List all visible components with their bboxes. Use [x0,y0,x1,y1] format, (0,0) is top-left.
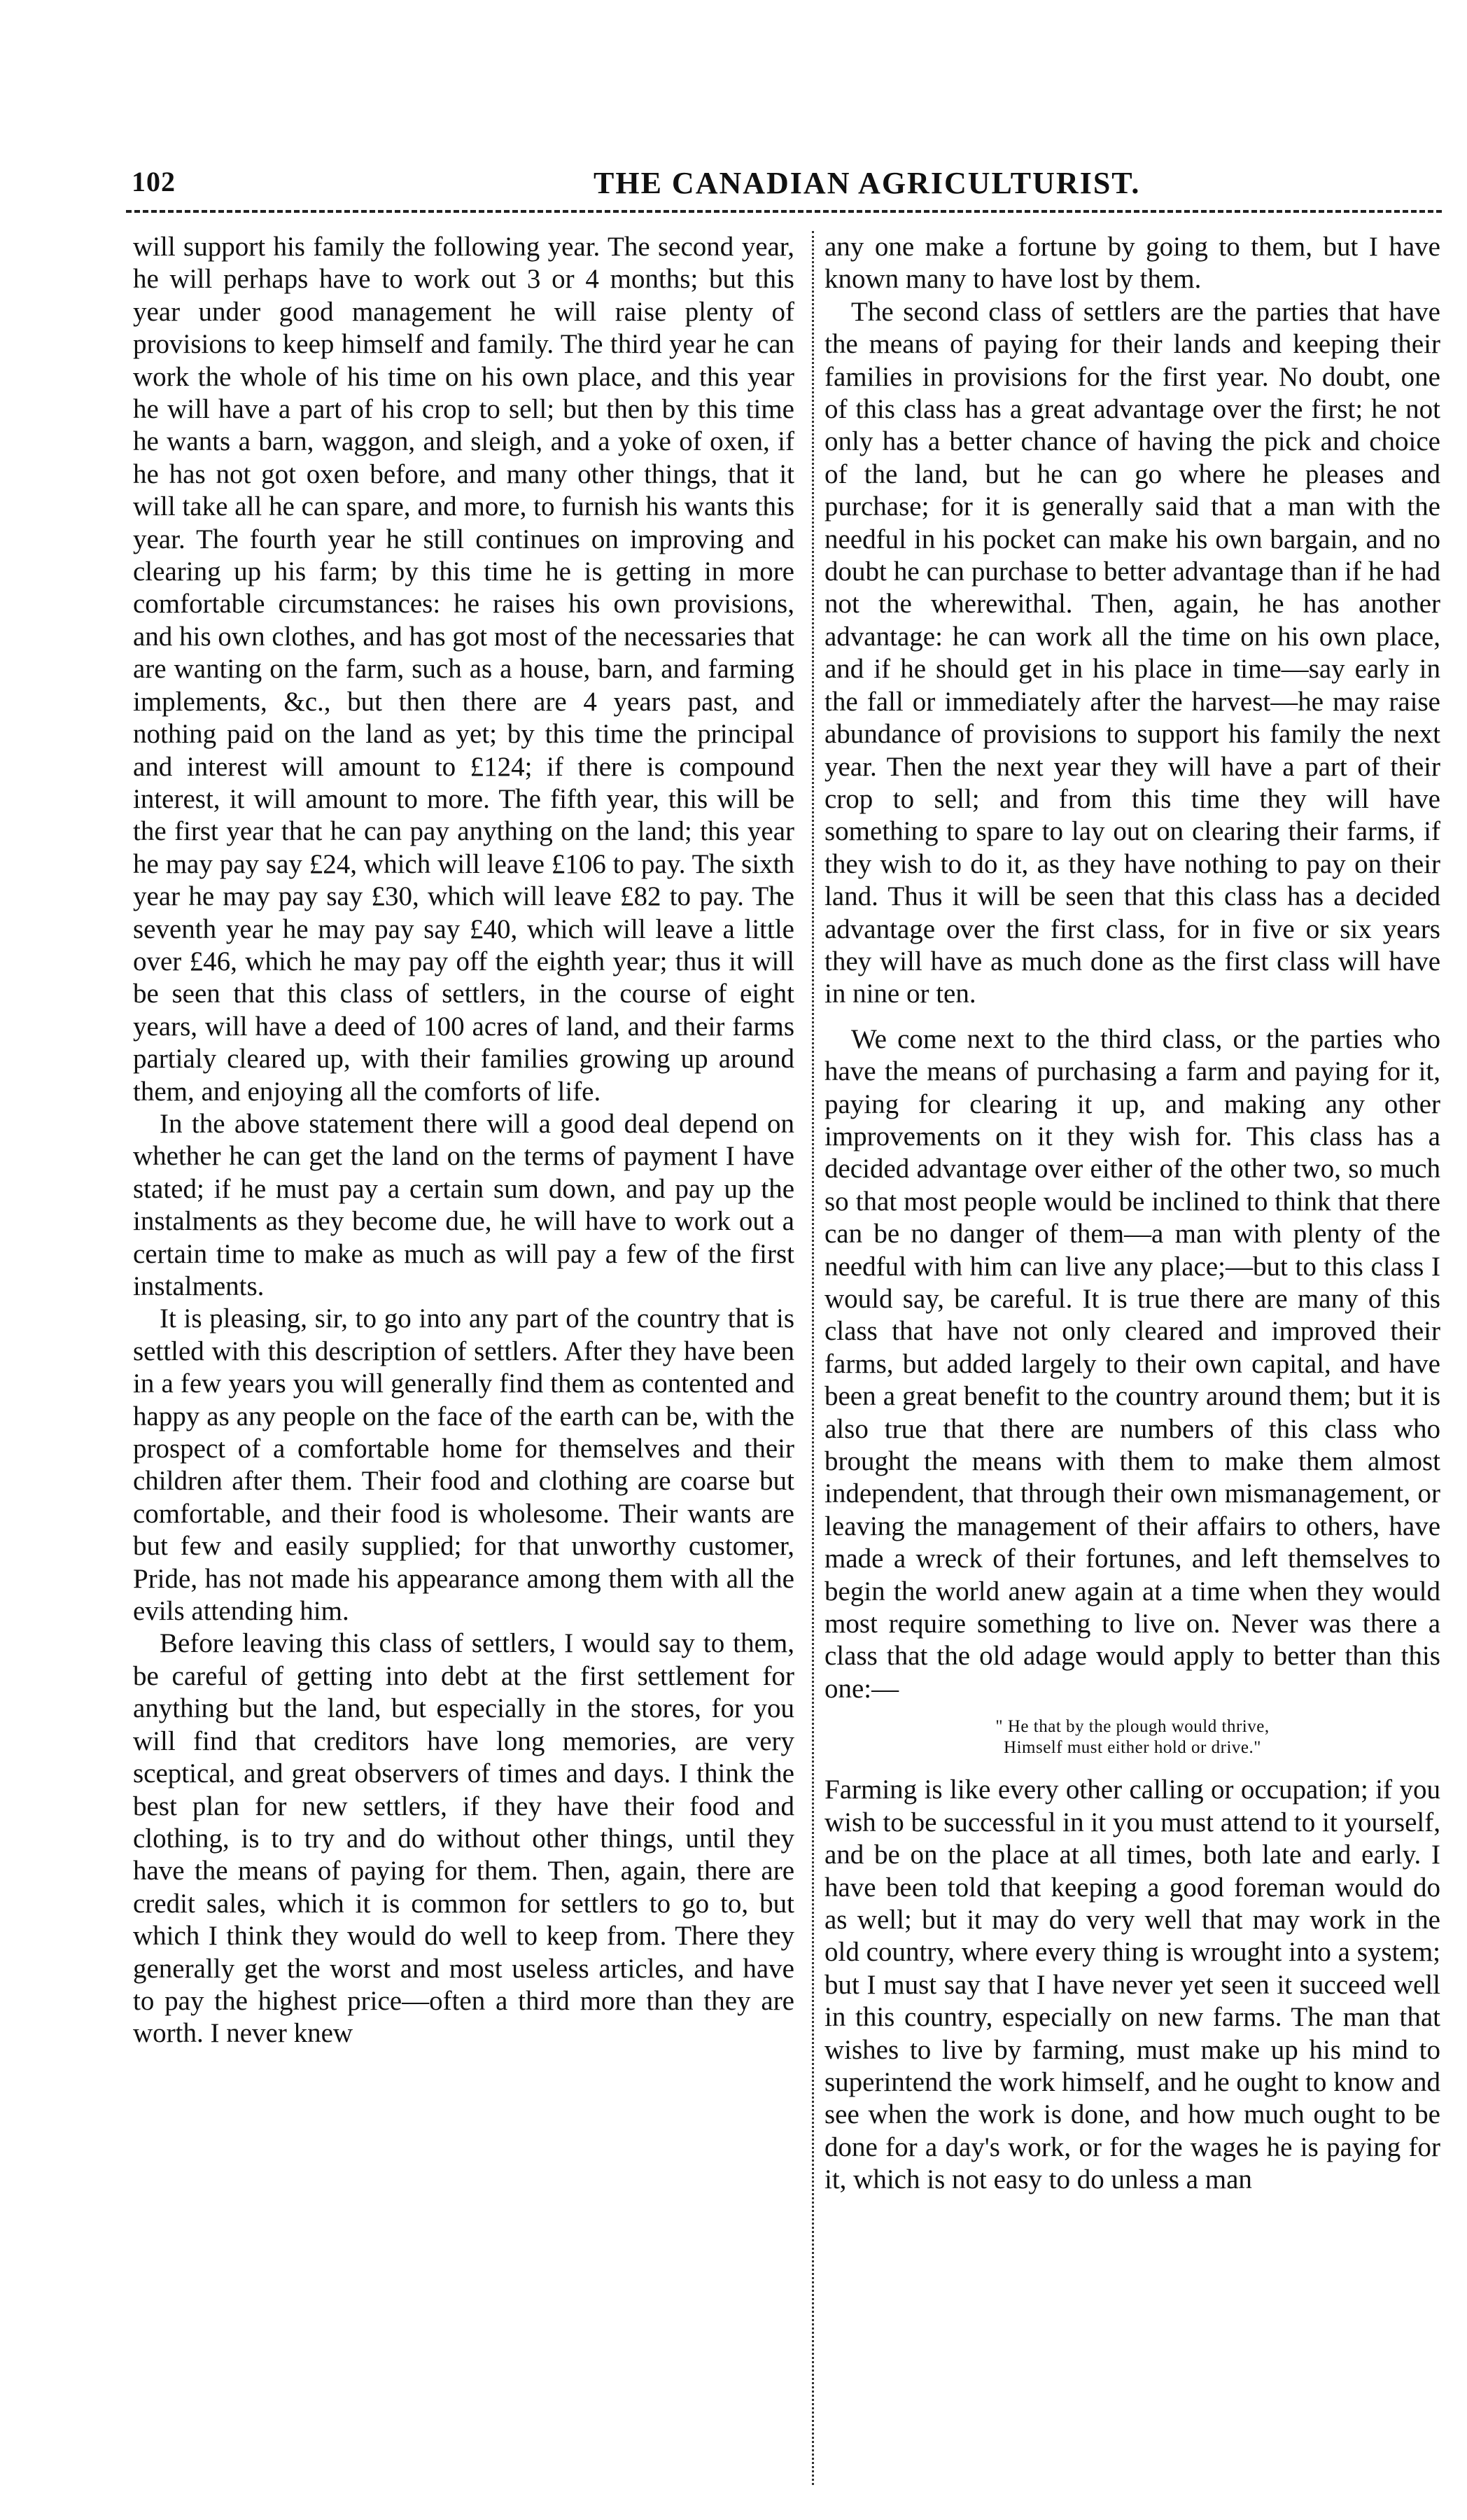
page-number: 102 [132,166,176,197]
paragraph: Before leaving this class of settlers, I would say to them, be careful of getting into debt at the first settlement for anything but the land, but especially in the stores, for you will find that creditors have long memories, are very sceptical, and great observers of times and days. I think the best plan for new settlers, if they have their food and clothing, is to try and do without other things, until they have the means of paying for them. Then, again, there are credit sales, which it is common for settlers to go to, but which I think they would do well to keep from. There they generally get the worst and most useless articles, and have to pay the highest price—often a third more than they are worth. I never knew [133,1628,794,2049]
paragraph: It is pleasing, sir, to go into any part of the country that is settled with this description of settlers. After they have been in a few years you will generally find them as contented and happy as any people on the face of the earth can be, with the prospect of a comfortable home for themselves and their children after them. Their food and clothing are coarse but comfortable, and their food is wholesome. Their wants are but few and easily supplied; for that unworthy customer, Pride, has not made his appearance among them with all the evils attending him. [133,1303,794,1627]
quote-line: Himself must either hold or drive." [1004,1738,1261,1758]
column-divider [812,231,814,2485]
verse-quotation [824,1716,1440,1758]
paragraph: will support his family the following year. The second year, he will perhaps have to work out 3 or 4 months; but this year under good management he will raise plenty of provisions to keep himself and family. The third year he can work the whole of his time on his own place, and this year he will have a part of his crop to sell; but then by this time he wants a barn, waggon, and sleigh, and a yoke of oxen, if he has not got oxen before, and many other things, that it will take all he can spare, and more, to furnish his wants this year. The fourth year he still continues on improving and clearing up his farm; by this time he is getting in more comfortable circumstances: he raises his own provisions, and his own clothes, and has got most of the necessaries that are wanting on the farm, such as a house, barn, and farming implements, &c., but then there are 4 years past, and nothing paid on the land as yet; by this time the principal and interest will amount to £124; if there is compound interest, it will amount to more. The fifth year, this will be the first year that he can pay anything on the land; this year he may pay say £24, which will leave £106 to pay. The sixth year he may pay say £30, which will leave £82 to pay. The seventh year he may pay say £40, which will leave a little over £46, which he may pay off the eighth year; thus it will be seen that this class of settlers, in the course of eight years, will have a deed of 100 acres of land, and their farms partialy cleared up, with their families growing up around them, and enjoying all the comforts of life. [133,232,794,1107]
paragraph: In the above statement there will a good deal depend on whether he can get the land on the terms of payment I have stated; if he must pay a certain sum down, and pay up the instalments as they become due, he will have to work out a certain time to make as much as will pay a few of the first instalments. [133,1108,794,1301]
paragraph: We come next to the third class, or the parties who have the means of purchasing a farm and paying for it, paying for clearing it up, and making any other improvements on it they wish for. This class has a decided advantage over either of the other two, so much so that most people would be inclined to think that there can be no danger of them—a man with plenty of the needful with him can live any place;—but to this class I would say, be careful. It is true there are many of this class that have not only cleared and improved their farms, but added largely to their own capital, and have been a great benefit to the country around them; but it is also true that there are numbers of this class who brought the means with them to make them almost independent, that through their own mismanagement, or leaving the management of their affairs to others, have made a wreck of their fortunes, and left themselves to begin the world anew again at a time when they would most require something to live on. Never was there a class that the old adage would apply to better than this one:— [824,1023,1440,1704]
page-header [132,165,1433,214]
quote-line: " He that by the plough would thrive, [995,1717,1270,1737]
right-column [824,231,1440,2492]
paragraph: The second class of settlers are the parties that have the means of paying for their lands and keeping their families in provisions for the first year. No doubt, one of this class has a great advantage over the first; he not only has a better chance of having the pick and choice of the land, but he can go where he pleases and purchase; for it is generally said that a man with the needful in his pocket can make his own bargain, and no doubt he can purchase to better advantage than if he had not the wherewithal. Then, again, he has another advantage: he can work all the time on his own place, and if he should get in his place in time—say early in the fall or immediately after the harvest—he may raise abundance of provisions to support his family the next year. Then the next year they will have a part of their crop to sell; and from this time they will have something to spare to lay out on clearing their farms, if they wish to do it, as they have nothing to pay on their land. Thus it will be seen that this class has a decided advantage over the first class, for in five or six years they will have as much done as the first class will have in nine or ten. [824,296,1440,1009]
running-head-title: THE CANADIAN AGRICULTURIST. [594,166,1141,200]
left-column [133,231,794,2492]
paragraph: Farming is like every other calling or occupation; if you wish to be successful in it you must attend to it yourself, and be on the place at all times, both late and early. I have been told that keeping a good foreman would do as well; but it may do very well that may work in the old country, where every thing is wrought into a system; but I must say that I have never yet seen it succeed well in this country, especially on new farms. The man that wishes to live by farming, must make up his mind to superintend the work himself, and he ought to know and see when the work is done, and how much ought to be done for a day's work, or for the wages he is paying for it, which is not easy to do unless a man [824,1774,1440,2195]
paragraph: any one make a fortune by going to them, but I have known many to have lost by them. [824,232,1440,295]
header-rule [126,210,1442,213]
